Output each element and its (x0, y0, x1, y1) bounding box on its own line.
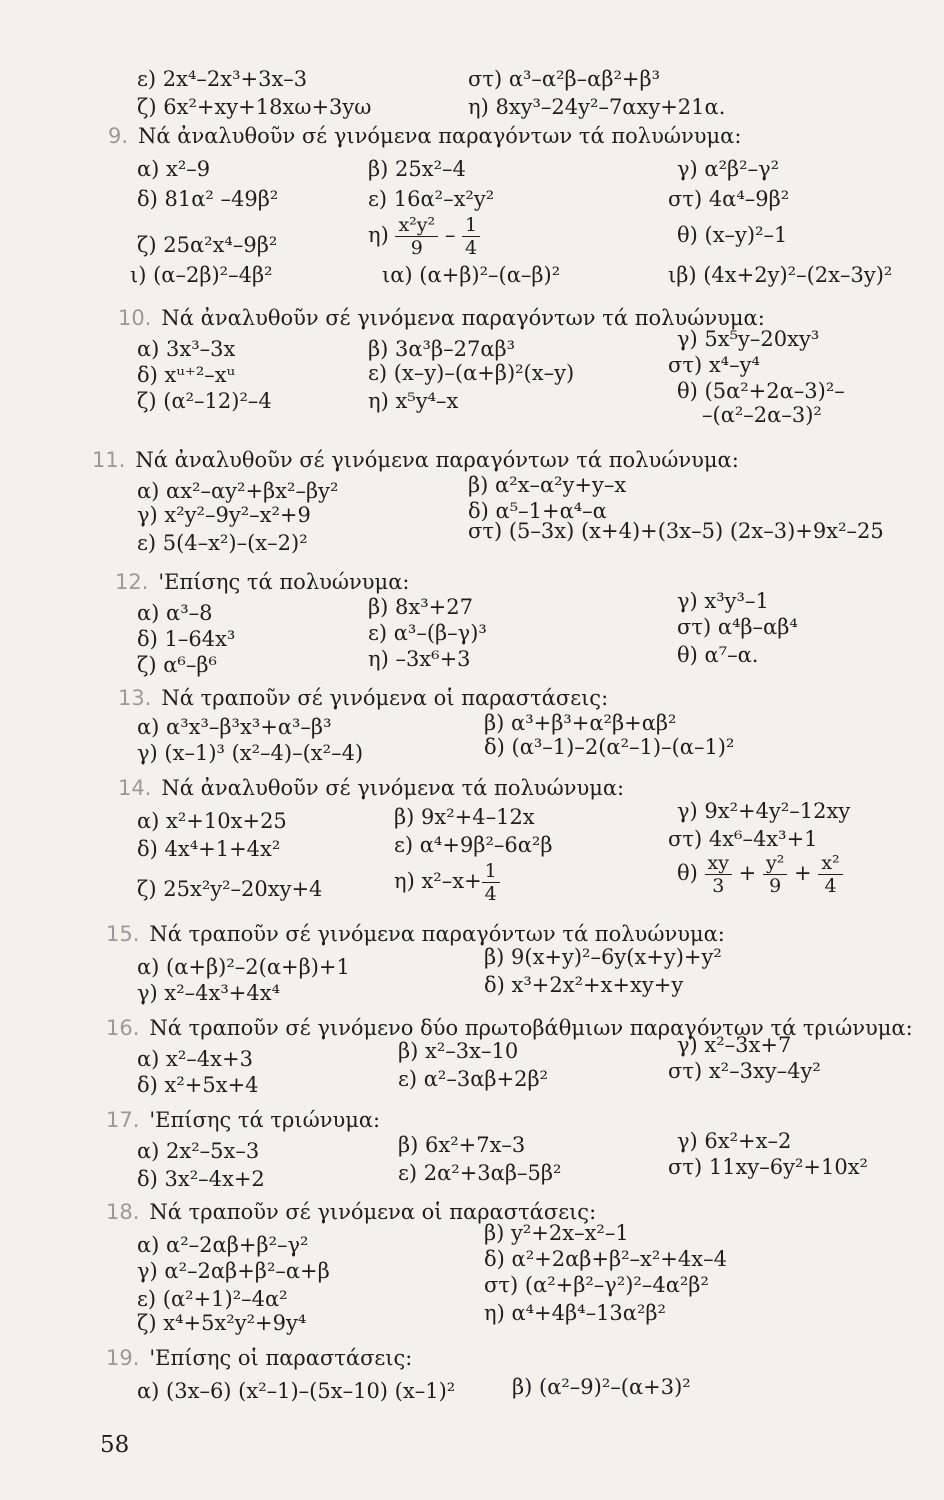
item: δ) x²+5x+4 (137, 1073, 259, 1097)
item: β) 3α³β–27αβ³ (368, 337, 516, 361)
item-st: στ) α³–α²β–αβ²+β³ (468, 67, 661, 91)
item: δ) 3x²–4x+2 (137, 1167, 265, 1191)
item: ε) 2α²+3αβ–5β² (398, 1161, 562, 1185)
item: ζ) x⁴+5x²y²+9y⁴ (137, 1311, 307, 1335)
item: στ) α⁴β–αβ⁴ (677, 615, 798, 639)
item: α) x²–4x+3 (137, 1047, 253, 1071)
item-z: ζ) 6x²+xy+18xω+3yω (137, 95, 372, 119)
item: ε) α⁴+9β²–6α²β (394, 833, 553, 857)
item: η) x⁵y⁴–x (368, 389, 459, 413)
item: γ) α²–2αβ+β²–α+β (137, 1259, 330, 1283)
item: β) α²x–α²y+y–x (468, 473, 627, 497)
item: γ) x²–3x+7 (677, 1033, 792, 1057)
item: δ) xᵘ⁺²–xᵘ (137, 363, 235, 387)
item: δ) (α³–1)–2(α²–1)–(α–1)² (484, 735, 735, 759)
item: ε) 16α²–x²y² (368, 187, 495, 211)
item: α) 2x²–5x–3 (137, 1139, 260, 1163)
item: η) α⁴+4β⁴–13α²β² (484, 1301, 666, 1325)
item: α) 3x³–3x (137, 337, 236, 361)
item: α) α²–2αβ+β²–γ² (137, 1233, 309, 1257)
item: ι) (α–2β)²–4β² (130, 263, 273, 287)
exercise-number: 12. (115, 570, 149, 594)
item: ζ) α⁶–β⁶ (137, 653, 217, 677)
item: β) 25x²–4 (368, 157, 466, 181)
item: ζ) 25α²x⁴–9β² (137, 233, 278, 257)
exercise-15-heading: 15. Νά τραποῦν σέ γινόμενα παραγόντων τά πολυώνυμα: (106, 922, 725, 946)
item-theta-fraction: θ) $\frac{xy}{3}$ + $\frac{\text{y²}}{9}$ + $\frac{\text{x²}}{4}$ (677, 852, 843, 897)
item: γ) α²β²–γ² (677, 157, 780, 181)
item: ε) 5(4–x²)–(x–2)² (137, 531, 308, 555)
item: β) 9x²+4–12x (394, 805, 535, 829)
item: ια) (α+β)²–(α–β)² (382, 263, 561, 287)
item: δ) 4x⁴+1+4x² (137, 837, 281, 861)
item: γ) x²–4x³+4x⁴ (137, 981, 281, 1005)
item: ε) α²–3αβ+2β² (398, 1067, 549, 1091)
item: δ) α⁵–1+α⁴–α (468, 499, 607, 523)
exercise-10-heading: 10. Νά ἀναλυθοῦν σέ γινόμενα παραγόντων τά πολυώνυμα: (118, 306, 765, 330)
item: ε) (α²+1)²–4α² (137, 1287, 288, 1311)
item: β) (α²–9)²–(α+3)² (512, 1375, 691, 1399)
item: θ) (5α²+2α–3)²– (677, 379, 845, 403)
exercise-number: 13. (118, 686, 152, 710)
item: γ) 6x²+x–2 (677, 1129, 792, 1153)
exercise-19-heading: 19. 'Επίσης οἱ παραστάσεις: (106, 1346, 413, 1370)
item: α) (3x–6) (x²–1)–(5x–10) (x–1)² (137, 1379, 456, 1403)
item: θ) α⁷–α. (677, 643, 759, 667)
exercise-17-heading: 17. 'Επίσης τά τριώνυμα: (106, 1108, 381, 1132)
exercise-12-heading: 12. 'Επίσης τά πολυώνυμα: (115, 570, 410, 594)
item: –(α²–2α–3)² (702, 403, 822, 427)
exercise-18-heading: 18. Νά τραποῦν σέ γινόμενα οἱ παραστάσεις: (106, 1200, 597, 1224)
item-e: ε) 2x⁴–2x³+3x–3 (137, 67, 308, 91)
item: στ) 11xy–6y²+10x² (668, 1155, 868, 1179)
item: δ) α²+2αβ+β²–x²+4x–4 (484, 1247, 727, 1271)
item: ε) α³–(β–γ)³ (368, 621, 487, 645)
item: β) y²+2x–x²–1 (484, 1221, 629, 1245)
exercise-number: 9. (108, 124, 129, 148)
item: ε) (x–y)–(α+β)²(x–y) (368, 361, 575, 385)
item: γ) 5x⁵y–20xy³ (677, 327, 820, 351)
exercise-number: 15. (106, 922, 140, 946)
item: α) α³–8 (137, 601, 213, 625)
item: γ) (x–1)³ (x²–4)–(x²–4) (137, 741, 364, 765)
item: β) α³+β³+α²β+αβ² (484, 711, 677, 735)
item: γ) x³y³–1 (677, 589, 769, 613)
item: β) 9(x+y)²–6y(x+y)+y² (484, 945, 722, 969)
item: δ) 1–64x³ (137, 627, 236, 651)
exercise-number: 16. (106, 1016, 140, 1040)
item: στ) 4α⁴–9β² (668, 187, 790, 211)
item: β) 6x²+7x–3 (398, 1133, 526, 1157)
exercise-number: 18. (106, 1200, 140, 1224)
exercise-number: 17. (106, 1108, 140, 1132)
exercise-number: 14. (118, 776, 152, 800)
item: α) x²–9 (137, 157, 211, 181)
exercise-number: 19. (106, 1346, 140, 1370)
item: β) 8x³+27 (368, 595, 473, 619)
item-eta-fraction: η) x²–x+ $\frac{1}{4}$ (394, 860, 500, 905)
item-eta-fraction: η) $\frac{\text{x²y²}}{9}$ – $\frac{1}{4}$ (368, 214, 480, 259)
item: ζ) (α²–12)²–4 (137, 389, 272, 413)
item: γ) 9x²+4y²–12xy (677, 799, 851, 823)
item: γ) x²y²–9y²–x²+9 (137, 503, 311, 527)
item: στ) x⁴–y⁴ (668, 353, 760, 377)
item: στ) (5–3x) (x+4)+(3x–5) (2x–3)+9x²–25 (468, 519, 884, 543)
exercise-9-heading: 9. Νά ἀναλυθοῦν σέ γινόμενα παραγόντων τά πολυώνυμα: (108, 124, 742, 148)
item: ιβ) (4x+2y)²–(2x–3y)² (668, 263, 893, 287)
item: α) x²+10x+25 (137, 809, 287, 833)
item: δ) x³+2x²+x+xy+y (484, 973, 684, 997)
item: η) –3x⁶+3 (368, 647, 471, 671)
exercise-number: 11. (92, 448, 126, 472)
exercise-13-heading: 13. Νά τραποῦν σέ γινόμενα οἱ παραστάσεις: (118, 686, 609, 710)
item: ζ) 25x²y²–20xy+4 (137, 877, 323, 901)
item: θ) (x–y)²–1 (677, 223, 788, 247)
item: α) αx²–αy²+βx²–βy² (137, 479, 339, 503)
item: στ) (α²+β²–γ²)²–4α²β² (484, 1273, 709, 1297)
page-number: 58 (100, 1432, 130, 1458)
exercise-11-heading: 11. Νά ἀναλυθοῦν σέ γινόμενα παραγόντων τά πολυώνυμα: (92, 448, 739, 472)
item: στ) x²–3xy–4y² (668, 1059, 821, 1083)
item: α) α³x³–β³x³+α³–β³ (137, 715, 332, 739)
exercise-16-heading: 16. Νά τραποῦν σέ γινόμενο δύο πρωτοβάθμιων παραγόντων τά τριώνυμα: (106, 1016, 913, 1040)
exercise-number: 10. (118, 306, 152, 330)
item: στ) 4x⁶–4x³+1 (668, 827, 818, 851)
item: β) x²–3x–10 (398, 1039, 519, 1063)
exercise-14-heading: 14. Νά ἀναλυθοῦν σέ γινόμενα τά πολυώνυμα: (118, 776, 625, 800)
item: α) (α+β)²–2(α+β)+1 (137, 955, 350, 979)
item: δ) 81α² –49β² (137, 187, 279, 211)
item-h: η) 8xy³–24y²–7αxy+21α. (468, 95, 726, 119)
